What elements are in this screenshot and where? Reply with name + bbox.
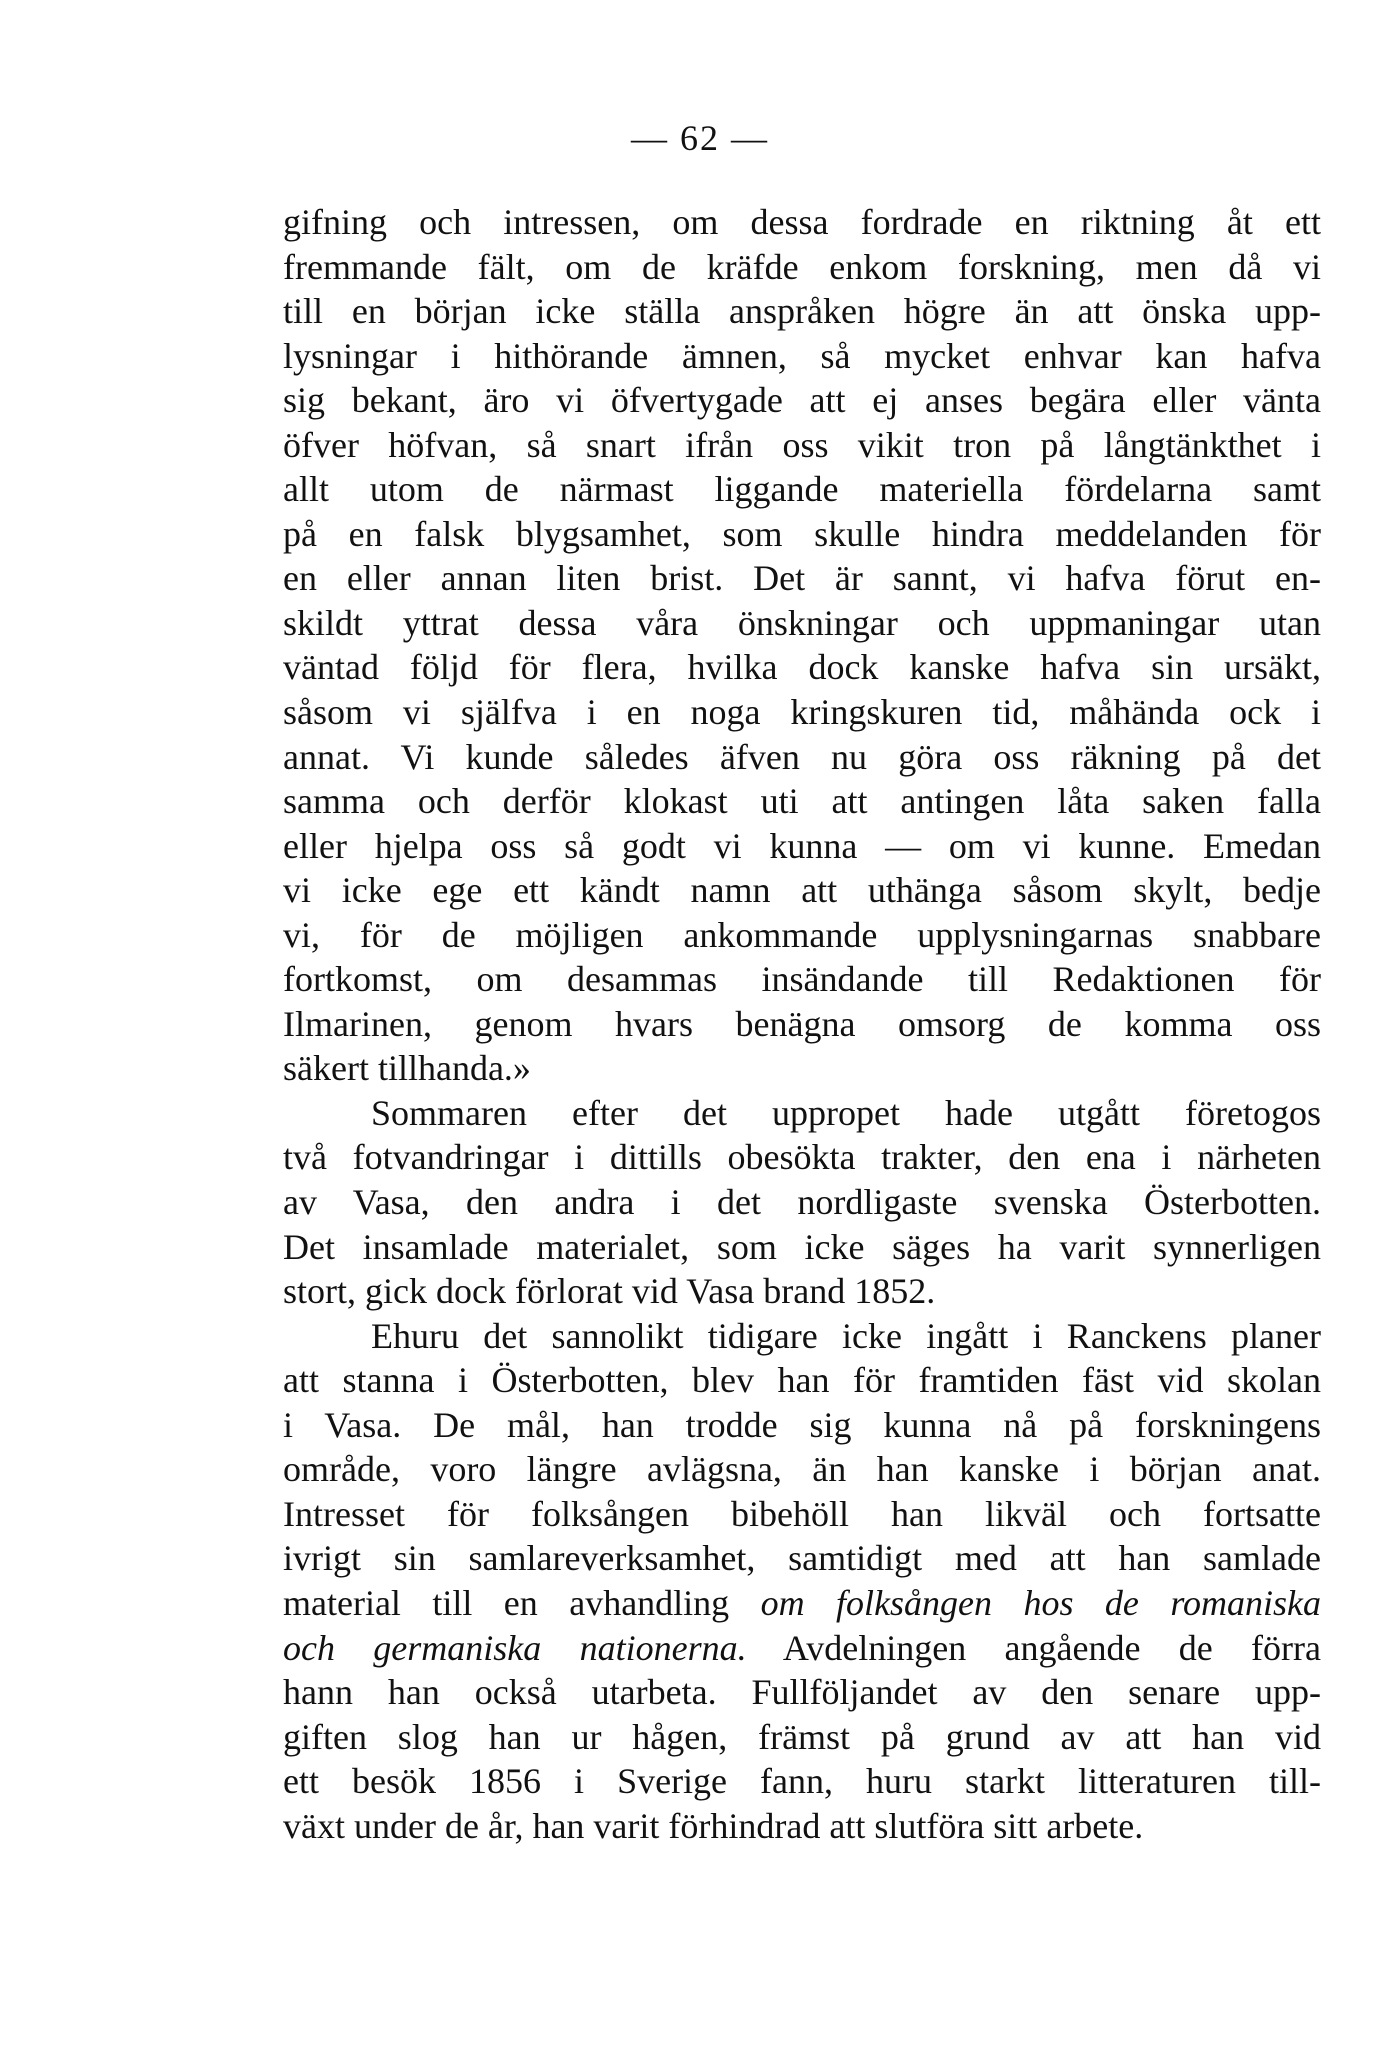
text-line: två fotvandringar i dittills obesökta trakter, den ena i närheten [283,1137,1321,1178]
text-line: skildt yttrat dessa våra önskningar och uppmaningar utan [283,602,1321,643]
text-line: stort, gick dock förlorat vid Vasa brand 1852. [283,1271,936,1312]
text-line: eller hjelpa oss så godt vi kunna — om vi kunne. Emedan [283,825,1321,866]
text-line-mixed [283,1626,1321,1671]
text-line: vi, för de möjligen ankommande upplysningarnas snabbare [283,914,1321,955]
text-line: såsom vi själfva i en noga kringskuren tid, måhända ock i [283,692,1321,733]
text-line: annat. Vi kunde således äfven nu göra oss räkning på det [283,736,1321,777]
text-line: på en falsk blygsamhet, som skulle hindra meddelanden för [283,513,1321,554]
text-line: Det insamlade materialet, som icke säges ha varit synnerligen [283,1226,1321,1267]
text-line: till en början icke ställa anspråken högre än att önska upp- [283,291,1321,332]
text-line: ett besök 1856 i Sverige fann, huru starkt litteraturen till- [283,1761,1321,1802]
text-line-mixed [283,1581,1321,1626]
text-line: växt under de år, han varit förhindrad att slutföra sitt arbete. [283,1805,1144,1846]
paragraph-1 [283,200,1321,1091]
text-line: öfver höfvan, så snart ifrån oss vikit tron på långtänkthet i [283,424,1321,465]
text-line: säkert tillhanda.» [283,1048,531,1089]
text-line: giften slog han ur hågen, främst på grund av att han vid [283,1716,1321,1757]
text-line: en eller annan liten brist. Det är sannt, vi hafva förut en- [283,558,1321,599]
paragraph-3 [283,1314,1321,1849]
text-line: Ilmarinen, genom hvars benägna omsorg de komma oss [283,1003,1321,1044]
text-line: fortkomst, om desammas insändande till Redaktionen för [283,959,1321,1000]
plain-text: material till en avhandling [283,1582,761,1623]
body-text [283,200,1321,1848]
text-line: ivrigt sin samlareverksamhet, samtidigt med att han samlade [283,1538,1321,1579]
text-line: att stanna i Österbotten, blev han för framtiden fäst vid skolan [283,1360,1321,1401]
text-line: Ehuru det sannolikt tidigare icke ingått i Ranckens planer [371,1315,1321,1356]
text-line: vi icke ege ett kändt namn att uthänga såsom skylt, bedje [283,870,1321,911]
text-line: hann han också utarbeta. Fullföljandet av den senare upp- [283,1672,1321,1713]
page-number: — 62 — [631,118,769,158]
text-line: lysningar i hithörande ämnen, så mycket enhvar kan hafva [283,335,1321,376]
text-line: sig bekant, äro vi öfvertygade att ej anses begära eller vänta [283,380,1321,421]
text-line: samma och derför klokast uti att antingen låta saken falla [283,781,1321,822]
text-line: i Vasa. De mål, han trodde sig kunna nå på forskningens [283,1404,1321,1445]
text-line: område, voro längre avlägsna, än han kanske i början anat. [283,1449,1321,1490]
italic-title: och germaniska nationerna. [283,1627,747,1668]
paragraph-2 [283,1091,1321,1314]
text-line: Sommaren efter det uppropet hade utgått företogos [371,1092,1321,1133]
text-line: Intresset för folksången bibehöll han likväl och fortsatte [283,1493,1321,1534]
text-line: gifning och intressen, om dessa fordrade en riktning åt ett [283,202,1321,242]
plain-text: Avdelningen angående de förra [746,1627,1322,1668]
text-line: väntad följd för flera, hvilka dock kanske hafva sin ursäkt, [283,647,1321,688]
text-line: fremmande fält, om de kräfde enkom forskning, men då vi [283,246,1321,287]
text-line: av Vasa, den andra i det nordligaste svenska Österbotten. [283,1182,1321,1223]
text-line: allt utom de närmast liggande materiella fördelarna samt [283,469,1321,510]
italic-title: om folksången hos de romaniska [760,1582,1321,1623]
